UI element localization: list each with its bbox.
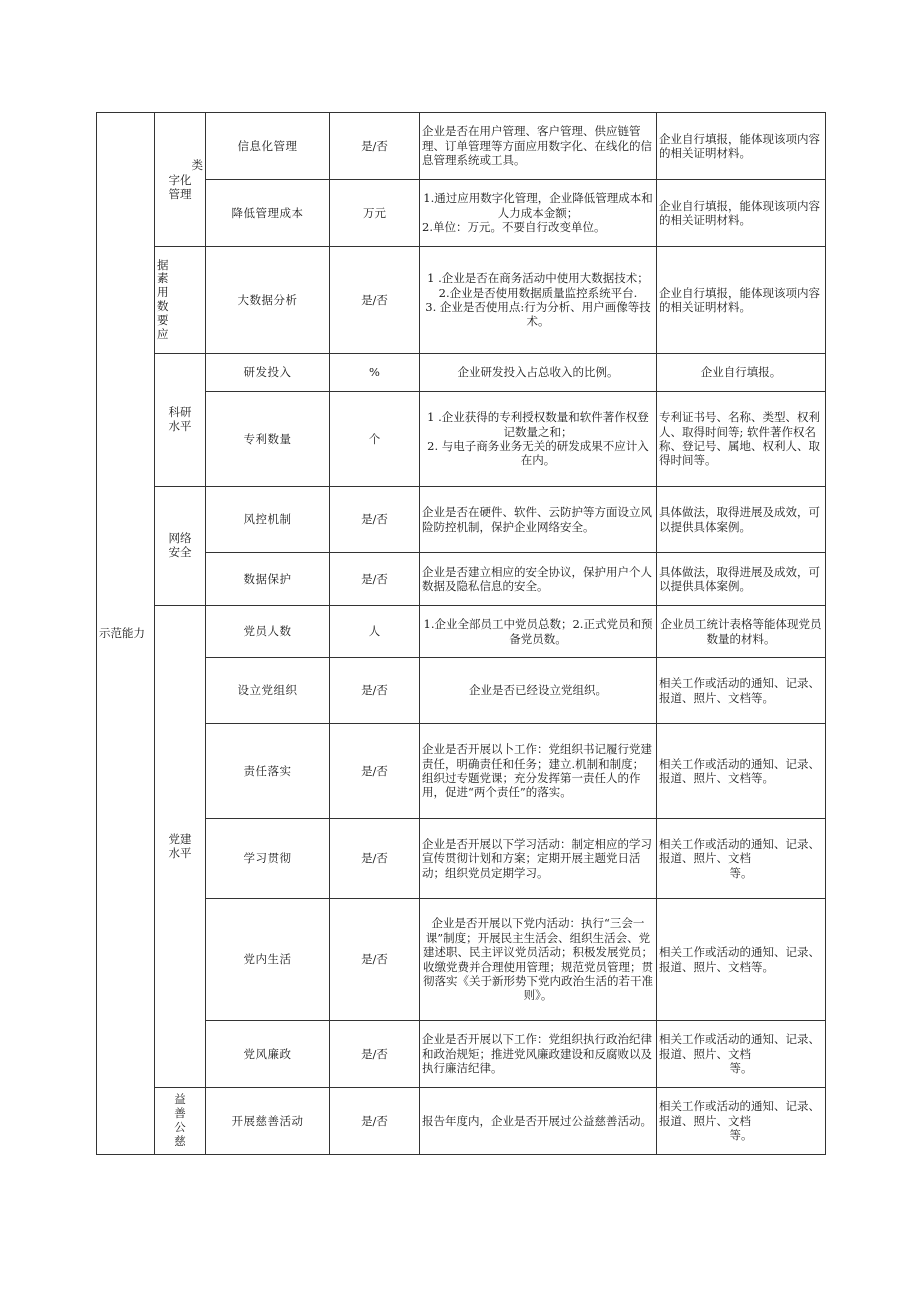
indicator-description: 企业是否在硬件、软件、云防护等方面设立风险防控机制，保护企业网络安全。 bbox=[420, 487, 657, 553]
indicator-name: 党风廉政 bbox=[206, 1021, 330, 1088]
indicator-evidence: 相关工作或活动的通知、记录、报道、照片、文档 等。 bbox=[657, 1021, 826, 1088]
table-row bbox=[97, 354, 826, 392]
indicator-unit: 是/否 bbox=[330, 724, 420, 819]
indicator-name: 设立党组织 bbox=[206, 658, 330, 724]
indicator-evidence: 具体做法，取得进展及成效，可以提供具体案例。 bbox=[657, 553, 826, 606]
table-row bbox=[97, 724, 826, 819]
indicator-description: 企业是否建立相应的安全协议，保护用户个人数据及隐私信息的安全。 bbox=[420, 553, 657, 606]
indicator-evidence: 专利证书号、名称、类型、权利人、取得时间等; 软件著作权名称、登记号、属地、权利人、取得时间等。 bbox=[657, 392, 826, 487]
group-label-research: 科研水平 bbox=[155, 354, 206, 487]
indicator-description: 1 .企业获得的专利授权数量和软件著作权登记数量之和； 2. 与电子商务业务无关的研发成果不应计入在内。 bbox=[420, 392, 657, 487]
indicator-unit: 是/否 bbox=[330, 247, 420, 354]
indicator-evidence: 企业员工统计表格等能体现党员数量的材料。 bbox=[657, 606, 826, 658]
indicator-unit: 个 bbox=[330, 392, 420, 487]
indicator-name: 大数据分析 bbox=[206, 247, 330, 354]
indicator-evidence: 企业自行填报，能体现该项内容的相关证明材料。 bbox=[657, 113, 826, 180]
indicator-description: 企业是否开展以下学习活动：制定相应的学习宣传贯彻计划和方案；定期开展主题党日活动；组织党员定期学习。 bbox=[420, 819, 657, 899]
indicator-evidence: 相关工作或活动的通知、记录、报道、照片、文档 等。 bbox=[657, 819, 826, 899]
indicator-description: 1.通过应用数字化管理，企业降低管理成本和人力成本金额； 2.单位：万元。不要自行改变单位。 bbox=[420, 180, 657, 247]
indicator-unit: 是/否 bbox=[330, 1088, 420, 1155]
section-label: 示范能力 bbox=[97, 113, 155, 1155]
indicator-description: 企业研发投入占总收入的比例。 bbox=[420, 354, 657, 392]
group-label-network-security: 网络安全 bbox=[155, 487, 206, 606]
indicator-description: 1.企业全部员工中党员总数；2.正式党员和预备党员数。 bbox=[420, 606, 657, 658]
table-row bbox=[97, 113, 826, 180]
indicator-evidence: 相关工作或活动的通知、记录、报道、照片、文档等。 bbox=[657, 899, 826, 1021]
indicator-unit: 万元 bbox=[330, 180, 420, 247]
indicator-name: 开展慈善活动 bbox=[206, 1088, 330, 1155]
indicator-description: 企业是否在用户管理、客户管理、供应链管理、订单管理等方面应用数字化、在线化的信息管理系统或工具。 bbox=[420, 113, 657, 180]
indicator-unit: 人 bbox=[330, 606, 420, 658]
indicator-name: 专利数量 bbox=[206, 392, 330, 487]
indicator-evidence: 相关工作或活动的通知、记录、报道、照片、文档 等。 bbox=[657, 1088, 826, 1155]
table-row bbox=[97, 1088, 826, 1155]
group-label-digital-management: 类 字化管理 bbox=[155, 113, 206, 247]
indicator-description: 1 .企业是否在商务活动中使用大数据技术； 2.企业是否使用数据质量监控系统平台. 3. 企业是否使用点:行为分析、用户画像等技术。 bbox=[420, 247, 657, 354]
indicator-name: 责任落实 bbox=[206, 724, 330, 819]
indicator-evidence: 具体做法，取得进展及成效，可以提供具体案例。 bbox=[657, 487, 826, 553]
indicator-unit: % bbox=[330, 354, 420, 392]
indicator-description: 报告年度内，企业是否开展过公益慈善活动。 bbox=[420, 1088, 657, 1155]
table-row bbox=[97, 180, 826, 247]
indicator-table bbox=[96, 112, 826, 1155]
indicator-name: 数据保护 bbox=[206, 553, 330, 606]
indicator-unit: 是/否 bbox=[330, 1021, 420, 1088]
indicator-evidence: 企业自行填报。 bbox=[657, 354, 826, 392]
table-row bbox=[97, 819, 826, 899]
indicator-evidence: 企业自行填报，能体现该项内容的相关证明材料。 bbox=[657, 180, 826, 247]
group-label-party-building: 党建水平 bbox=[155, 606, 206, 1088]
indicator-unit: 是/否 bbox=[330, 113, 420, 180]
indicator-description: 企业是否已经设立党组织。 bbox=[420, 658, 657, 724]
indicator-description: 企业是否开展以下党内活动：执行“三会一课”制度；开展民主生活会、组织生活会、党建述职、民主评议党员活动；积极发展党员；收缴党费并合理使用管理；规范党员管理；贯彻落实《关于新形势下党内政治生活的若干准则》。 bbox=[420, 899, 657, 1021]
group-label-charity: 益善公慈 bbox=[155, 1088, 206, 1155]
group-label-data-elements: 据素用数要应 bbox=[155, 247, 206, 354]
indicator-evidence: 企业自行填报，能体现该项内容的相关证明材料。 bbox=[657, 247, 826, 354]
table-row bbox=[97, 487, 826, 553]
indicator-unit: 是/否 bbox=[330, 487, 420, 553]
indicator-name: 信息化管理 bbox=[206, 113, 330, 180]
indicator-name: 党内生活 bbox=[206, 899, 330, 1021]
indicator-name: 风控机制 bbox=[206, 487, 330, 553]
indicator-unit: 是/否 bbox=[330, 819, 420, 899]
table-row bbox=[97, 553, 826, 606]
table-row bbox=[97, 247, 826, 354]
table-row bbox=[97, 392, 826, 487]
indicator-unit: 是/否 bbox=[330, 899, 420, 1021]
indicator-unit: 是/否 bbox=[330, 658, 420, 724]
indicator-name: 党员人数 bbox=[206, 606, 330, 658]
indicator-description: 企业是否开展以卜工作：党组织书记履行党建责任，明确责任和任务；建立.机制和制度；组织过专题党课；充分发挥第一责任人的作用，促进“两个责任”的落实。 bbox=[420, 724, 657, 819]
indicator-description: 企业是否开展以下工作：党组织执行政治纪律和政治规矩；推进党风廉政建设和反腐败以及执行廉洁纪律。 bbox=[420, 1021, 657, 1088]
table-row bbox=[97, 606, 826, 658]
indicator-evidence: 相关工作或活动的通知、记录、报道、照片、文档等。 bbox=[657, 724, 826, 819]
indicator-evidence: 相关工作或活动的通知、记录、报道、照片、文档等。 bbox=[657, 658, 826, 724]
table-row bbox=[97, 658, 826, 724]
indicator-unit: 是/否 bbox=[330, 553, 420, 606]
table-row bbox=[97, 1021, 826, 1088]
indicator-name: 降低管理成本 bbox=[206, 180, 330, 247]
indicator-name: 研发投入 bbox=[206, 354, 330, 392]
table-row bbox=[97, 899, 826, 1021]
indicator-name: 学习贯彻 bbox=[206, 819, 330, 899]
